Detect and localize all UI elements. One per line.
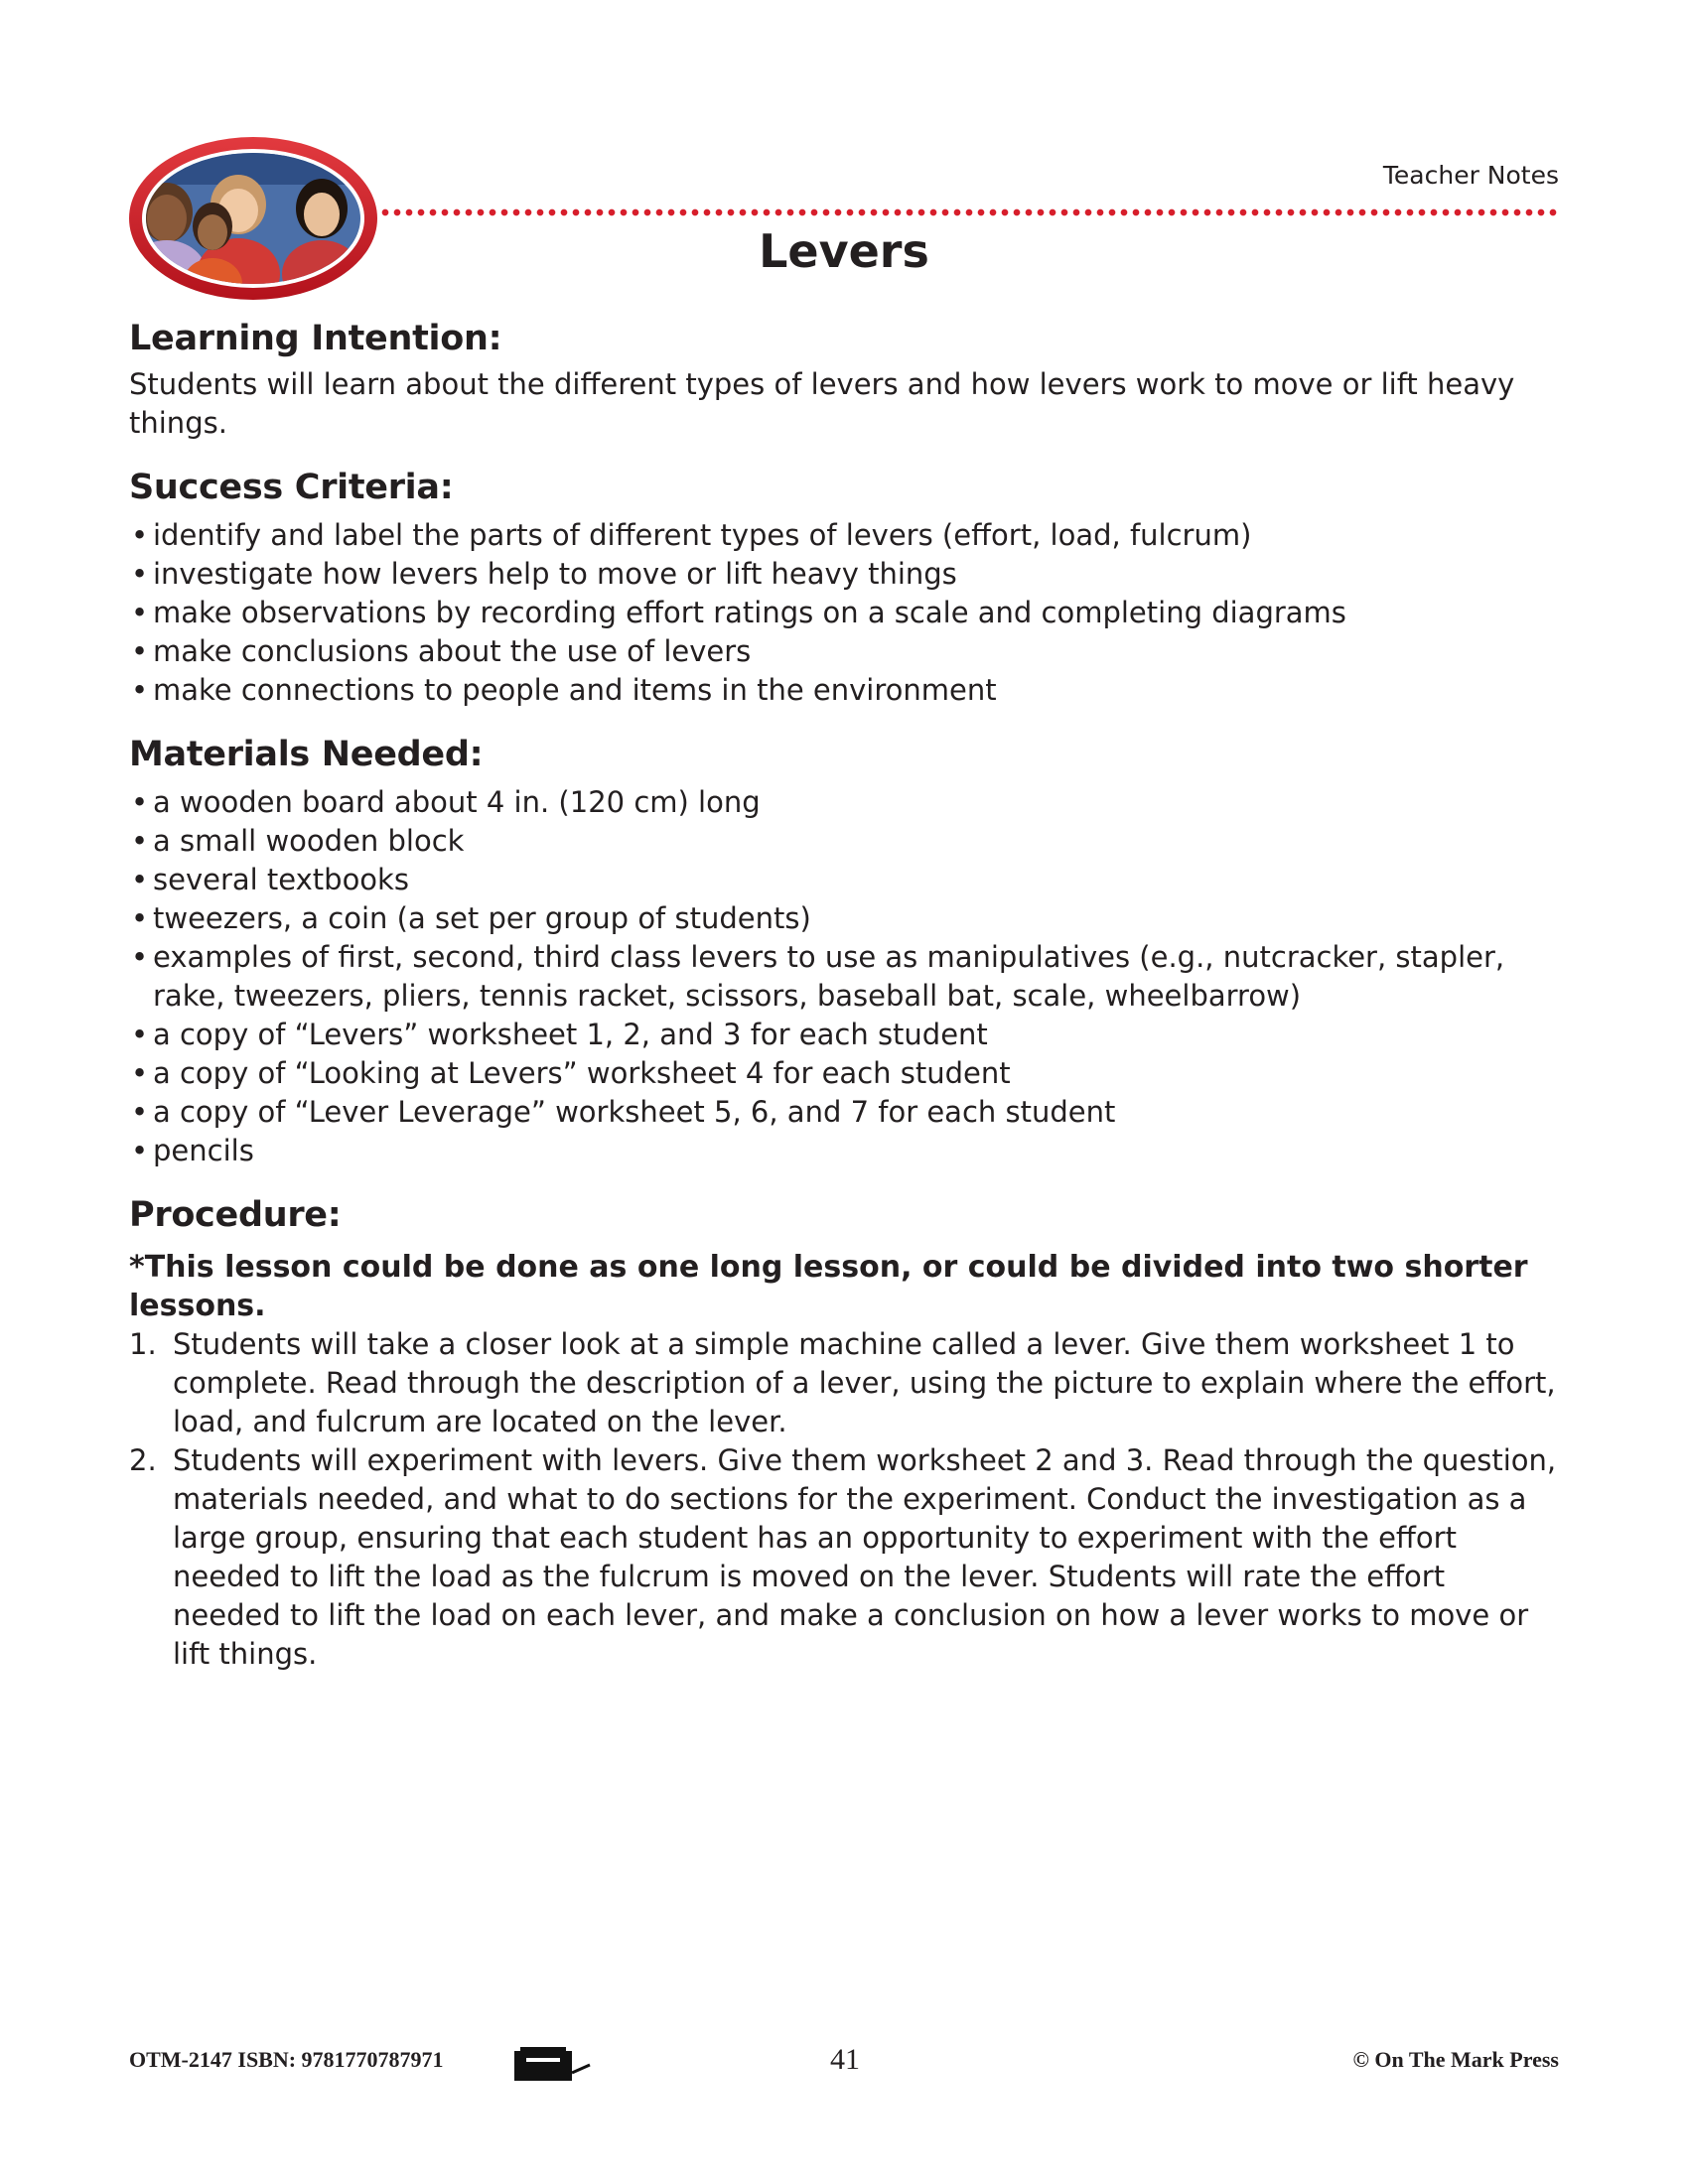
- product-code-isbn: OTM-2147 ISBN: 9781770787971: [129, 2047, 444, 2072]
- procedure-heading: Procedure:: [129, 1195, 342, 1235]
- page-title: Levers: [759, 224, 929, 278]
- list-item: • tweezers, a coin (a set per group of students): [129, 899, 1559, 938]
- list-item: • make observations by recording effort ratings on a scale and completing diagrams: [129, 594, 1559, 632]
- list-item: • investigate how levers help to move or lift heavy things: [129, 555, 1559, 594]
- page-content: [129, 316, 1559, 1674]
- list-item: • a small wooden block: [129, 822, 1559, 861]
- list-item: • identify and label the parts of different types of levers (effort, load, fulcrum): [129, 516, 1559, 555]
- section-label: Teacher Notes: [1382, 161, 1559, 190]
- list-item: • a copy of “Levers” worksheet 1, 2, and 3 for each student: [129, 1016, 1559, 1054]
- step-text: Students will take a closer look at a simple machine called a lever. Give them worksheet 1 to complete. Read through the description of a lever, using the picture to explain where the effort, load, and fulcrum are located on the lever.: [173, 1327, 1556, 1438]
- success-criteria-heading: Success Criteria:: [129, 468, 454, 507]
- list-item: • a wooden board about 4 in. (120 cm) long: [129, 783, 1559, 822]
- list-item: • examples of first, second, third class levers to use as manipulatives (e.g., nutcracker, stapler, rake, tweezers, pliers, tennis racket, scissors, baseball bat, scale, wheelbarrow): [129, 938, 1559, 1016]
- learning-intention-heading: Learning Intention:: [129, 319, 502, 358]
- materials-list: [129, 783, 1559, 1170]
- step-number: 2.: [129, 1443, 157, 1477]
- list-item: • a copy of “Looking at Levers” worksheet 4 for each student: [129, 1054, 1559, 1093]
- procedure-steps: [129, 1325, 1559, 1674]
- list-item: • make conclusions about the use of levers: [129, 632, 1559, 671]
- list-item: • a copy of “Lever Leverage” worksheet 5, 6, and 7 for each student: [129, 1093, 1559, 1132]
- list-item: • pencils: [129, 1132, 1559, 1170]
- procedure-step: [129, 1441, 1559, 1674]
- page-footer: [129, 2043, 1559, 2083]
- success-criteria-list: [129, 516, 1559, 710]
- learning-intention-text: Students will learn about the different types of levers and how levers work to move or lift heavy things.: [129, 367, 1515, 440]
- dotted-divider: [379, 208, 1561, 216]
- list-item: • make connections to people and items in the environment: [129, 671, 1559, 710]
- materials-heading: Materials Needed:: [129, 735, 484, 774]
- copier-icon: [512, 2043, 592, 2083]
- page-number: 41: [830, 2043, 860, 2076]
- publisher-copyright: © On The Mark Press: [1352, 2047, 1559, 2072]
- step-number: 1.: [129, 1327, 157, 1361]
- step-text: Students will experiment with levers. Give them worksheet 2 and 3. Read through the question, materials needed, and what to do sections for the experiment. Conduct the investigation as a large group, ensuring that each student has an opportunity to experiment with the effort needed to lift the load as the fulcrum is moved on the lever. Students will rate the effort needed to lift the load on each lever, and make a conclusion on how a lever works to move or lift things.: [173, 1443, 1557, 1671]
- procedure-step: [129, 1325, 1559, 1441]
- list-item: • several textbooks: [129, 861, 1559, 899]
- procedure-note: *This lesson could be done as one long lesson, or could be divided into two shorter lessons.: [129, 1250, 1528, 1323]
